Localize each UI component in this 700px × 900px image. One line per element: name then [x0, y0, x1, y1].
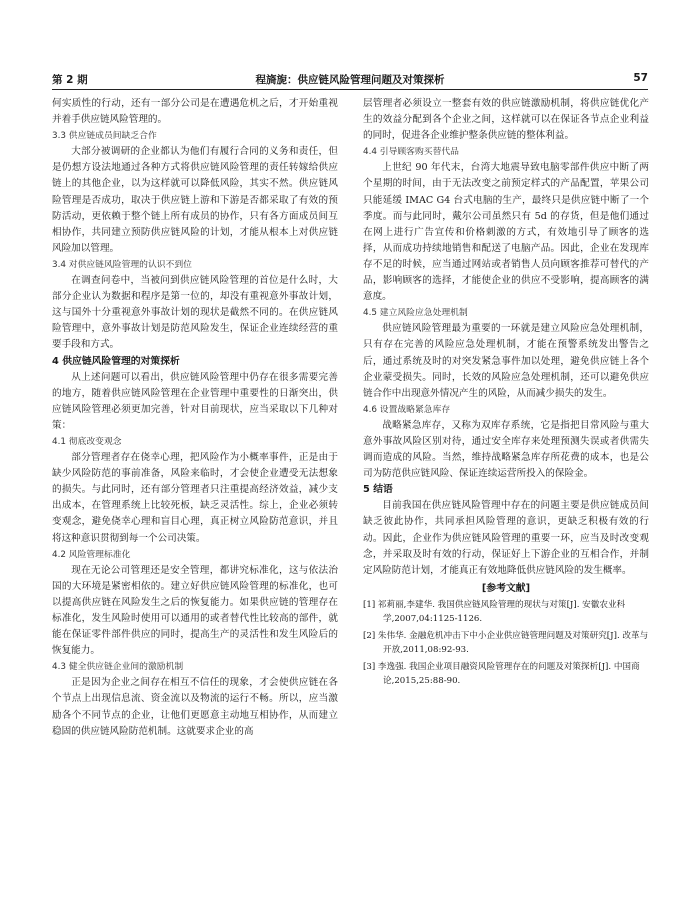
body-paragraph: 从上述问题可以看出，供应链风险管理中仍存在很多需要完善的地方，随着供应链风险管理在企业管理中重要性的日渐突出，供应链风险管理必须更加完善，针对目前现状，应当采取以下几种对策： [52, 371, 338, 431]
subsection-heading: 3.3 供应链成员间缺乏合作 [52, 131, 157, 142]
subsection-heading: 4.4 引导顾客购买替代品 [363, 147, 459, 158]
section-heading: 4 供应链风险管理的对策探析 [52, 355, 180, 367]
left-column [52, 96, 338, 740]
running-title: 程旖旎：供应链风险管理问题及对策探析 [255, 74, 445, 86]
issue-number: 第 2 期 [52, 74, 88, 86]
body-paragraph: 何实质性的行动，还有一部分公司是在遭遇危机之后，才开始重视并着手供应链风险管理的。 [52, 98, 338, 126]
body-paragraph: 现在无论公司管理还是安全管理，都讲究标准化，这与依法治国的大环境是紧密相依的。建立好供应链风险管理的标准化，也可以提高供应链在风险发生之后的恢复能力。如果供应链的管理存在标准化，发生风险时使用可以通用的或者替代性比较高的部件，就能在保证零件部件供应的同时，提高生产的灵活性和发生风险后的恢复能力。 [52, 564, 338, 657]
right-column [363, 96, 649, 691]
subsection-heading: 4.5 建立风险应急处理机制 [363, 308, 468, 319]
references-heading: [参考文献] [481, 582, 531, 594]
body-paragraph: 目前我国在供应链风险管理中存在的问题主要是供应链成员间缺乏彼此协作，共同承担风险管理的意识，更缺乏积极有效的行动。因此，企业作为供应链风险管理的重要一环，应当及时改变观念，并采取及时有效的行动，保证好上下游企业的互相合作，并制定风险防范计划，才能真正有效地降低供应链风险的发生概率。 [363, 500, 649, 576]
right-column-body [363, 96, 649, 579]
running-header [52, 72, 648, 88]
page-number: 57 [633, 72, 648, 84]
body-paragraph: 部分管理者存在侥幸心理，把风险作为小概率事件，正是由于缺少风险防范的事前准备，风险来临时，才会使企业遭受无法想象的损失。与此同时，还有部分管理者只注重提高经济效益，减少支出成本，在管理系统上比较死板，缺乏灵活性。综上，企业必须转变观念，避免侥幸心理和盲目心理，真正树立风险防范意识，并且将这种意识贯彻到每一个公司决策。 [52, 452, 338, 544]
subsection-heading: 4.3 健全供应链企业间的激励机制 [52, 662, 184, 673]
body-paragraph: 在调查问卷中，当被问到供应链风险管理的首位是什么时，大部分企业认为数据和程序是第一位的，却没有重视意外事故计划，这与国外十分重视意外事故计划的现状是截然不同的。在供应链风险管理中，意外事故计划是防范风险发生，保证企业连续经营的重要手段和方式。 [52, 275, 338, 351]
body-paragraph: 层管理者必须设立一整套有效的供应链激励机制，将供应链优化产生的效益分配到各个企业之间，这样就可以在保证各节点企业利益的同时，促进各企业维护整条供应链的整体利益。 [363, 98, 649, 142]
body-paragraph: 正是因为企业之间存在相互不信任的现象，才会使供应链在各个节点上出现信息流、资金流以及物流的运行不畅。所以，应当激励各个不同节点的企业，让他们更愿意主动地互相协作，从而建立稳固的供应链风险防范机制。这就要求企业的高 [52, 677, 338, 737]
body-paragraph: 供应链风险管理最为重要的一环就是建立风险应急处理机制，只有存在完善的风险应急处理机制，才能在预警系统发出警告之后，通过系统及时的对突发紧急事件加以处理，避免供应链上各个企业蒙受损失。同时，长效的风险应急处理机制，还可以避免供应链合作中出现意外情况产生的风险，从而减少损失的发生。 [363, 323, 649, 399]
subsection-heading: 4.1 彻底改变观念 [52, 436, 122, 447]
reference-item: [3] 李逸强. 我国企业项目融资风险管理存在的问题及对策探析[J]. 中国商论,2015,25:88-90. [363, 661, 640, 687]
header-rule [52, 89, 648, 90]
body-paragraph: 大部分被调研的企业都认为他们有履行合同的义务和责任，但是仍想方设法地通过各种方式将供应链风险管理的责任转嫁给供应链上的其他企业，以为这样就可以降低风险，其实不然。供应链风险管理是否成功，取决于供应链上游和下游是否都采取了有效的预防活动，更依赖于整个链上所有成员的协作，只有各方面成员间互相协作，共同建立预防供应链风险的计划，才能从根本上对供应链风险加以管理。 [52, 146, 338, 254]
subsection-heading: 3.4 对供应链风险管理的认识不到位 [52, 259, 192, 270]
body-paragraph: 上世纪 90 年代末，台湾大地震导致电脑零部件供应中断了两个星期的时间，由于无法改变之前预定样式的产品配置，苹果公司只能延缓 IMAC G4 台式电脑的生产，最终只是供应链中断了一个季度。而与此同时，戴尔公司虽然只有 5d 的存货，但是他们通过在网上进行广告宣传和价格刺激的方式，有效地引导了顾客的选择，从而成功持续地销售和配送了电脑产品。因此，企业在发现库存不足的时候，应当通过网站或者销售人员向顾客推荐可替代的产品，影响顾客的选择，才能使企业的供应不受影响，提高顾客的满意度。 [363, 162, 649, 303]
subsection-heading: 4.6 设置战略紧急库存 [363, 404, 451, 415]
subsection-heading: 4.2 风险管理标准化 [52, 549, 131, 560]
reference-item: [2] 朱伟华. 金融危机冲击下中小企业供应链管理问题及对策研究[J]. 改革与开放,2011,08:92-93. [363, 630, 649, 656]
section-heading: 5 结语 [363, 484, 393, 496]
body-paragraph: 战略紧急库存，又称为双库存系统，它是指把目常风险与重大意外事故风险区别对待，通过安全库存来处理预测失误或者供需失调而造成的风险。当然，维持战略紧急库存所花费的成本，也是公司为防范供应链风险、保证连续运营所投入的保险金。 [363, 419, 649, 480]
reference-list [363, 598, 649, 689]
references [363, 581, 649, 689]
reference-item: [1] 祁莉丽,李建华. 我国供应链风险管理的现状与对策[J]. 安徽农业科学,2007,04:1125-1126. [363, 599, 626, 625]
